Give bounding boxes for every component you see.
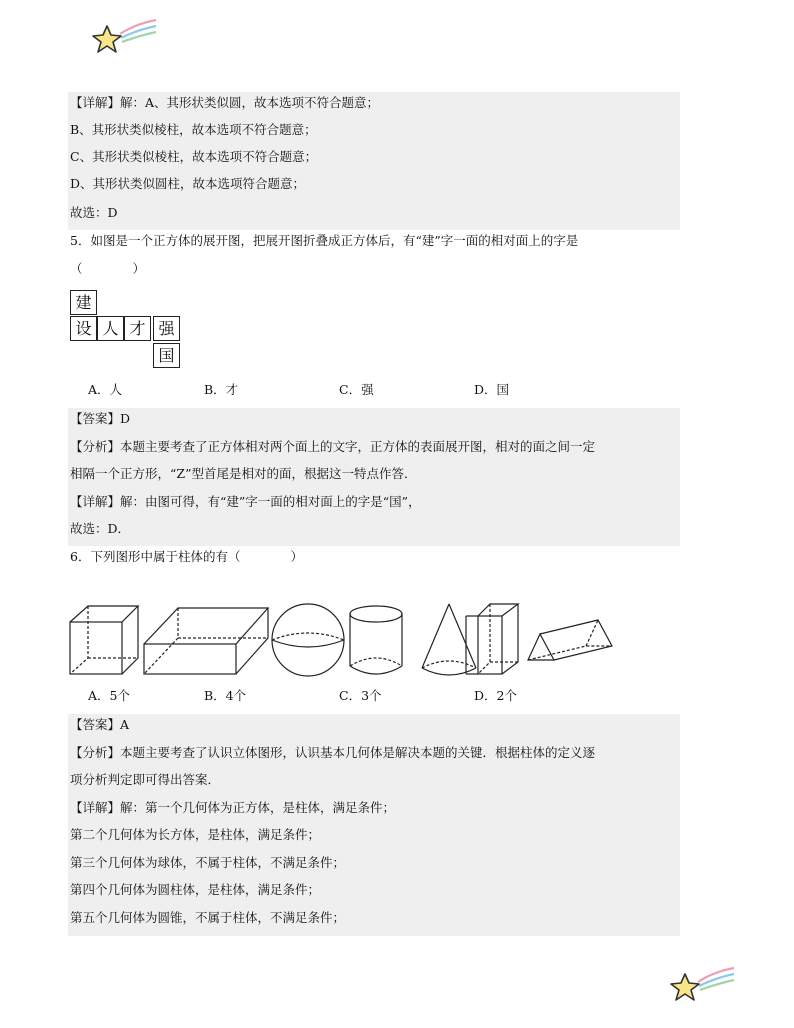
analysis: 相隔一个正方形，“Z”型首尾是相对的面，根据这一特点作答． <box>70 466 417 481</box>
option-a: A．5个 <box>88 688 130 703</box>
option-c: C．3个 <box>339 688 382 703</box>
option-b: B．4个 <box>204 688 247 703</box>
question-6-stem: 6．下列图形中属于柱体的有（ ） <box>70 549 303 564</box>
net-cell: 设 <box>70 316 97 341</box>
net-cell-bottom: 国 <box>153 343 180 368</box>
option-c: C．强 <box>339 382 374 397</box>
cuboid-shape <box>144 608 268 674</box>
analysis: 项分析判定即可得出答案． <box>70 772 221 787</box>
solution-line: B、其形状类似棱柱，故本选项不符合题意； <box>70 122 317 137</box>
solution-line: 【详解】解：A、其形状类似圆，故本选项不符合题意； <box>70 95 380 110</box>
question-5-stem-blank: （ ） <box>70 261 146 276</box>
choice: 故选：D． <box>70 521 131 536</box>
detail: 第三个几何体为球体，不属于柱体，不满足条件； <box>70 855 346 870</box>
cone-shape <box>422 604 476 675</box>
shooting-star-icon <box>668 964 738 1006</box>
shooting-star-icon <box>90 16 160 58</box>
solution-line: D、其形状类似圆柱，故本选项符合题意； <box>70 176 306 191</box>
net-cell-top: 建 <box>70 290 97 315</box>
solids-figure <box>66 602 616 684</box>
analysis: 【分析】本题主要考查了认识立体图形，认识基本几何体是解决本题的关键．根据柱体的定义逐 <box>70 745 596 760</box>
cube-shape <box>70 606 138 674</box>
net-cell: 强 <box>153 316 180 341</box>
option-d: D．国 <box>474 382 510 397</box>
answer: 【答案】A <box>70 717 130 732</box>
detail: 第二个几何体为长方体，是柱体，满足条件； <box>70 827 321 842</box>
detail: 【详解】解：第一个几何体为正方体，是柱体，满足条件； <box>70 800 396 815</box>
answer: 【答案】D <box>70 411 131 426</box>
question-5-stem: 5．如图是一个正方体的展开图，把展开图折叠成正方体后，有“建”字一面的相对面上的字是 <box>70 233 579 248</box>
option-a: A．人 <box>88 382 123 397</box>
sphere-shape <box>272 604 344 676</box>
detail: 第四个几何体为圆柱体，是柱体，满足条件； <box>70 882 321 897</box>
analysis: 【分析】本题主要考查了正方体相对两个面上的文字，正方体的表面展开图，相对的面之间一定 <box>70 439 596 454</box>
net-cell: 人 <box>97 316 124 341</box>
detail: 第五个几何体为圆锥，不属于柱体，不满足条件； <box>70 910 346 925</box>
option-d: D．2个 <box>474 688 517 703</box>
cylinder-shape <box>350 606 402 674</box>
detail: 【详解】解：由图可得，有“建”字一面的相对面上的字是“国”， <box>70 494 421 509</box>
net-cell: 才 <box>124 316 151 341</box>
solution-line: 故选：D <box>70 205 118 220</box>
triangular-prism-shape <box>528 620 612 660</box>
solution-line: C、其形状类似棱柱，故本选项不符合题意； <box>70 149 318 164</box>
option-b: B．才 <box>204 382 239 397</box>
